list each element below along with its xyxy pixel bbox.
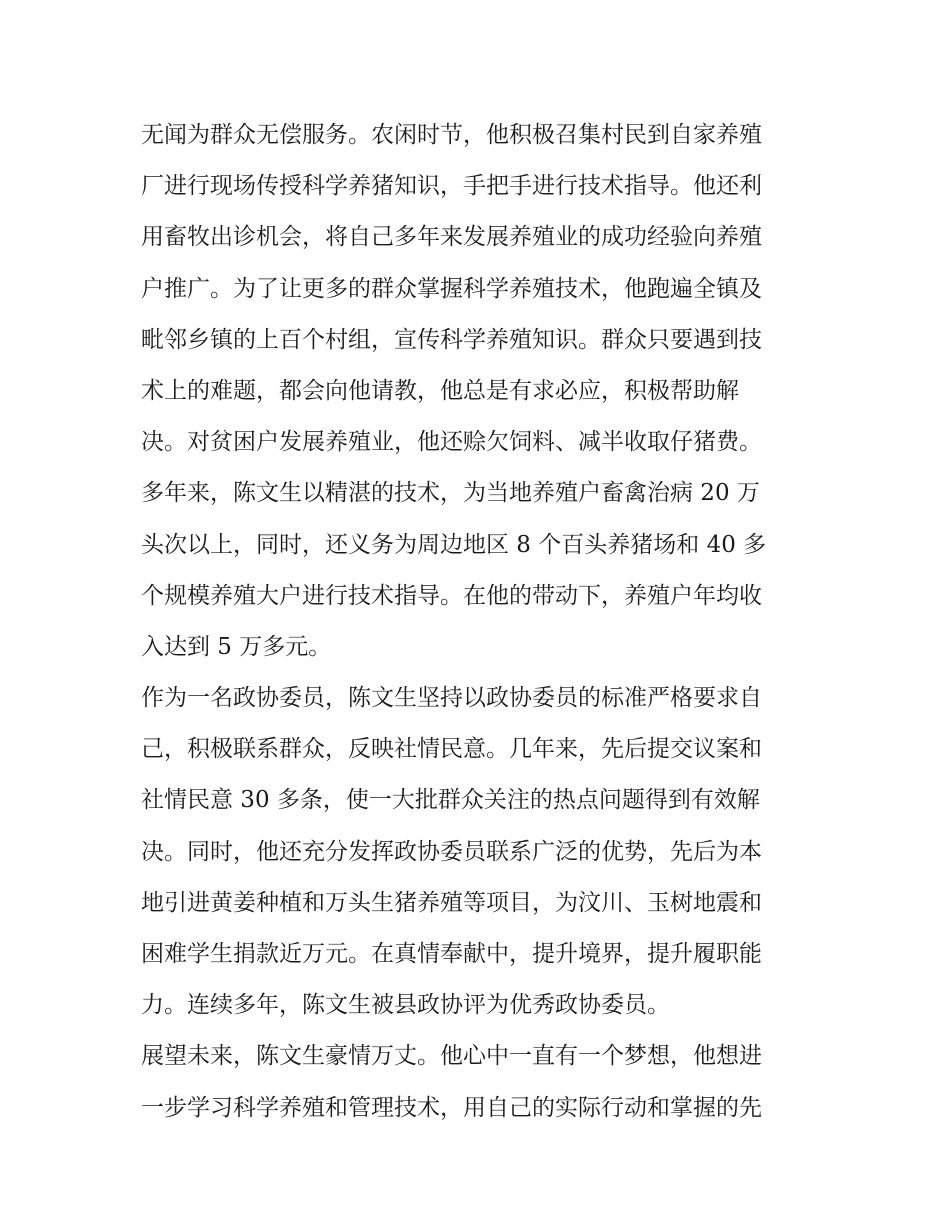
text-line: 一步学习科学养殖和管理技术，用自己的实际行动和掌握的先 <box>141 1094 762 1121</box>
text-line: 困难学生捐款近万元。在真情奉献中，提升境界，提升履职能 <box>141 941 762 967</box>
text-line: 毗邻乡镇的上百个村组，宣传科学养殖知识。群众只要遇到技 <box>141 326 762 353</box>
text-line: 多年来，陈文生以精湛的技术，为当地养殖户畜禽治病 20 万 <box>141 480 760 507</box>
text-line: 地引进黄姜种植和万头生猪养殖等项目，为汶川、玉树地震和 <box>141 889 762 916</box>
text-line: 决。同时，他还充分发挥政协委员联系广泛的优势，先后为本 <box>141 838 762 865</box>
text-line: 厂进行现场传授科学养猪知识，手把手进行技术指导。他还利 <box>141 173 762 200</box>
body-text <box>141 110 821 1134</box>
text-line: 术上的难题，都会向他请教，他总是有求必应，积极帮助解 <box>141 377 739 404</box>
text-line: 展望未来，陈文生豪情万丈。他心中一直有一个梦想，他想进 <box>141 1043 762 1070</box>
text-line: 力。连续多年，陈文生被县政协评为优秀政协委员。 <box>141 992 670 1019</box>
text-line: 己，积极联系群众，反映社情民意。几年来，先后提交议案和 <box>141 736 762 763</box>
text-line: 无闻为群众无偿服务。农闲时节，他积极召集村民到自家养殖 <box>141 122 762 148</box>
text-line: 决。对贫困户发展养殖业，他还赊欠饲料、减半收取仔猪费。 <box>141 429 762 456</box>
text-line: 作为一名政协委员，陈文生坚持以政协委员的标准严格要求自 <box>141 685 762 712</box>
text-line: 社情民意 30 多条，使一大批群众关注的热点问题得到有效解 <box>141 787 760 814</box>
text-line: 头次以上，同时，还义务为周边地区 8 个百头养猪场和 40 多 <box>141 531 767 558</box>
text-line: 用畜牧出诊机会，将自己多年来发展养殖业的成功经验向养殖 <box>141 224 762 251</box>
text-line: 入达到 5 万多元。 <box>141 633 332 660</box>
text-line: 个规模养殖大户进行技术指导。在他的带动下，养殖户年均收 <box>141 582 762 609</box>
text-line: 户推广。为了让更多的群众掌握科学养殖技术，他跑遍全镇及 <box>141 275 762 302</box>
